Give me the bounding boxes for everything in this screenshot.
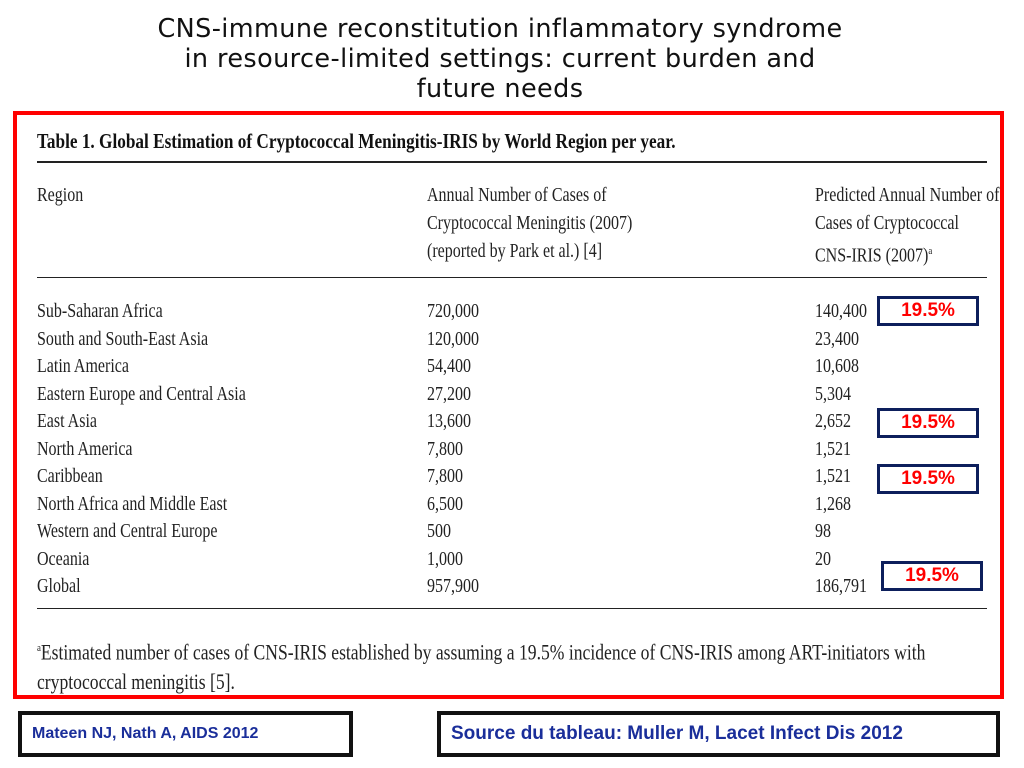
table-cell-annual: 13,600 bbox=[427, 410, 471, 432]
table-cell-predicted: 1,268 bbox=[815, 492, 851, 515]
header-predicted-line-text: CNS-IRIS (2007) bbox=[815, 244, 929, 267]
table-cell-annual: 6,500 bbox=[427, 492, 463, 515]
footnote-marker: a bbox=[37, 642, 41, 654]
table-cell-annual: 957,900 bbox=[427, 575, 479, 597]
table-cell-predicted: 10,608 bbox=[815, 355, 859, 377]
percent-callout: 19.5% bbox=[877, 296, 979, 326]
table-cell-predicted: 1,521 bbox=[815, 437, 851, 460]
header-region: Region bbox=[37, 184, 84, 206]
table-cell-region: Latin America bbox=[37, 355, 129, 377]
table-cell-region: South and South-East Asia bbox=[37, 327, 209, 350]
slide-title-line: future needs bbox=[416, 74, 584, 104]
percent-callout: 19.5% bbox=[877, 408, 979, 438]
table-cell-predicted: 140,400 bbox=[815, 300, 867, 322]
footnote-text: Estimated number of cases of CNS-IRIS established by assuming a 19.5% incidence of CNS-IRIS among ART-initiators with cryptococcal meningitis [5]. bbox=[37, 639, 926, 695]
table-header-rule bbox=[37, 277, 987, 278]
table-cell-annual: 500 bbox=[427, 520, 451, 542]
footnote-marker: a bbox=[928, 245, 933, 257]
table-cell-annual: 7,800 bbox=[427, 465, 463, 487]
slide-title-line: in resource-limited settings: current burden and bbox=[184, 44, 816, 74]
header-annual-cases bbox=[427, 181, 632, 265]
header-annual-line: Cryptococcal Meningitis (2007) bbox=[427, 212, 633, 234]
table-cell-predicted: 20 bbox=[815, 547, 831, 570]
table-cell-region: East Asia bbox=[37, 410, 97, 432]
table-cell-region: North Africa and Middle East bbox=[37, 492, 228, 515]
table-cell-annual: 27,200 bbox=[427, 382, 471, 405]
table-bottom-rule bbox=[37, 608, 987, 609]
table-cell-region: Global bbox=[37, 575, 81, 597]
header-predicted-cases bbox=[815, 181, 999, 270]
slide-title bbox=[0, 14, 1000, 104]
table-cell-region: North America bbox=[37, 437, 133, 460]
table-top-rule bbox=[37, 161, 987, 163]
table-cell-annual: 720,000 bbox=[427, 300, 479, 322]
table-footnote bbox=[37, 633, 981, 697]
header-annual-line: (reported by Park et al.) [4] bbox=[427, 240, 603, 262]
header-annual-line: Annual Number of Cases of bbox=[427, 184, 607, 206]
table-cell-annual: 54,400 bbox=[427, 355, 471, 377]
header-predicted-line: Cases of Cryptococcal bbox=[815, 212, 959, 234]
table-cell-predicted: 5,304 bbox=[815, 382, 851, 405]
header-predicted-line bbox=[815, 237, 999, 270]
table-cell-region: Oceania bbox=[37, 547, 90, 570]
table-frame bbox=[13, 111, 1004, 699]
table-cell-predicted: 23,400 bbox=[815, 327, 859, 350]
table-cell-region: Eastern Europe and Central Asia bbox=[37, 382, 246, 405]
table-cell-region: Caribbean bbox=[37, 465, 103, 487]
table-cell-predicted: 1,521 bbox=[815, 465, 851, 487]
table-cell-predicted: 98 bbox=[815, 520, 831, 542]
percent-callout: 19.5% bbox=[877, 464, 979, 494]
table-title: Table 1. Global Estimation of Cryptococcal Meningitis-IRIS by World Region per year. bbox=[37, 129, 676, 153]
slide-title-line: CNS-immune reconstitution inflammatory syndrome bbox=[157, 14, 843, 44]
header-predicted-line: Predicted Annual Number of bbox=[815, 184, 1000, 206]
table-cell-region: Sub-Saharan Africa bbox=[37, 300, 163, 322]
citation-right: Source du tableau: Muller M, Lacet Infect Dis 2012 bbox=[437, 711, 1000, 757]
table-cell-annual: 120,000 bbox=[427, 327, 479, 350]
percent-callout: 19.5% bbox=[881, 561, 983, 591]
table-cell-predicted: 2,652 bbox=[815, 410, 851, 432]
citation-left: Mateen NJ, Nath A, AIDS 2012 bbox=[18, 711, 353, 757]
table-cell-annual: 1,000 bbox=[427, 547, 463, 570]
table-cell-predicted: 186,791 bbox=[815, 575, 867, 597]
table-cell-region: Western and Central Europe bbox=[37, 520, 218, 542]
table-cell-annual: 7,800 bbox=[427, 437, 463, 460]
